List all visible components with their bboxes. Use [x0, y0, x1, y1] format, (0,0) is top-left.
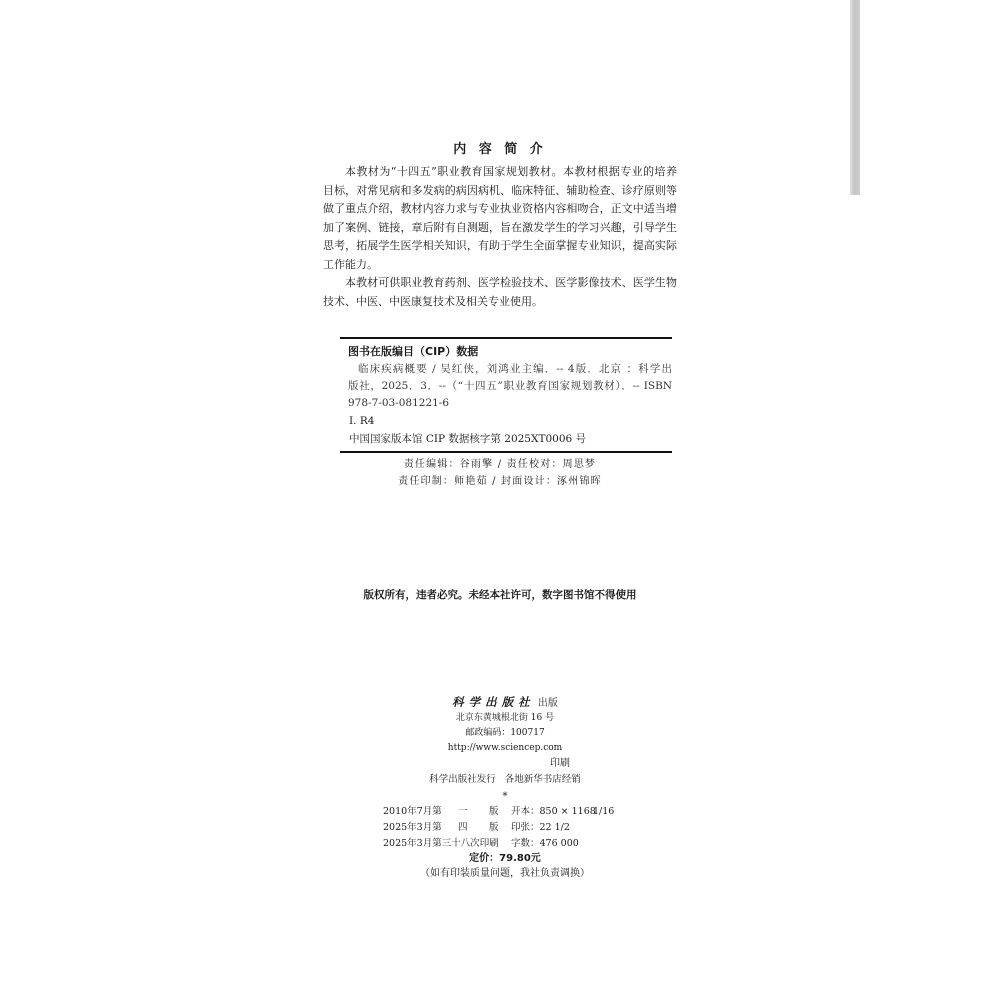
publisher-logo: 科学出版社	[452, 695, 535, 709]
edition-ordinal: 四	[458, 822, 468, 833]
summary-line: 工作能力。	[323, 257, 378, 271]
cip-top-rule	[340, 337, 672, 339]
summary-line: 目标，对常见病和多发病的病因病机、临床特征、辅助检查、诊疗原则等	[323, 183, 677, 197]
edition-spec: 开本：850 × 1168	[511, 806, 596, 817]
separator-asterisk: *	[502, 791, 508, 802]
cip-bottom-rule	[340, 451, 672, 453]
cip-approval-number: 中国国家版本馆 CIP 数据核字第 2025XT0006 号	[349, 433, 587, 445]
edition-ordinal: 一	[458, 806, 468, 817]
edition-spec: 印张：22 1/2	[511, 822, 570, 833]
publish-label: 出版	[537, 698, 558, 709]
cip-heading: 图书在版编目（CIP）数据	[348, 345, 479, 358]
cip-classification: Ⅰ. R4	[349, 415, 375, 427]
staff-credits-line: 责任编辑：谷雨擎 / 责任校对：周思梦	[403, 459, 597, 470]
edition-spec: 字数：476 000	[511, 838, 579, 849]
cip-record-line: 版社，2025．3．--（“十四五”职业教育国家规划教材）．-- ISBN	[348, 380, 672, 392]
copyright-notice: 版权所有，违者必究。未经本社许可，数字图书馆不得使用	[363, 589, 637, 601]
distribution-line: 科学出版社发行 各地新华书店经销	[429, 774, 581, 785]
scrollbar-thumb[interactable]	[850, 0, 860, 195]
publisher-url: http://www.sciencep.com	[447, 743, 563, 753]
publisher-address: 北京东黄城根北街 16 号	[455, 713, 555, 723]
edition-kind: 版	[489, 822, 499, 833]
summary-line: 本教材为“十四五”职业教育国家规划教材。本教材根据专业的培养	[345, 165, 677, 178]
summary-line: 思考，拓展学生医学相关知识，有助于学生全面掌握专业知识，提高实际	[323, 239, 677, 252]
cip-record-line: 临床疾病概要 / 吴红侠，刘鸿业主编．-- 4版．北京 ：科学出	[358, 363, 672, 375]
cip-record-line: 978-7-03-081221-6	[348, 397, 450, 409]
edition-date: 2025年3月第	[383, 822, 442, 833]
quality-note: （如有印装质量问题，我社负责调换）	[420, 868, 590, 879]
summary-body	[323, 163, 677, 311]
edition-date: 2025年3月第三十八次印刷	[383, 838, 499, 849]
summary-line: 本教材可供职业教育药剂、医学检验技术、医学影像技术、医学生物	[345, 276, 677, 289]
summary-line: 做了重点介绍，教材内容力求与专业执业资格内容相吻合，正文中适当增	[323, 202, 677, 215]
edition-row	[383, 837, 623, 851]
edition-row	[383, 805, 623, 819]
summary-line: 加了案例、链接，章后附有自测题，旨在激发学生的学习兴趣，引导学生	[323, 220, 677, 234]
publisher-line	[355, 694, 655, 712]
summary-title: 内 容 简 介	[453, 142, 547, 157]
edition-date: 2010年7月第	[383, 806, 442, 817]
edition-kind: 版	[489, 806, 499, 817]
edition-extra: 1/16	[593, 806, 615, 817]
price: 定价：79.80元	[469, 853, 541, 864]
publisher-postcode: 邮政编码：100717	[465, 728, 545, 738]
edition-row	[383, 821, 623, 835]
staff-credits-line: 责任印制：师艳茹 / 封面设计：涿州锦晖	[398, 476, 602, 487]
printer-label: 印刷	[550, 758, 570, 769]
summary-line: 技术、中医、中医康复技术及相关专业使用。	[323, 294, 543, 308]
